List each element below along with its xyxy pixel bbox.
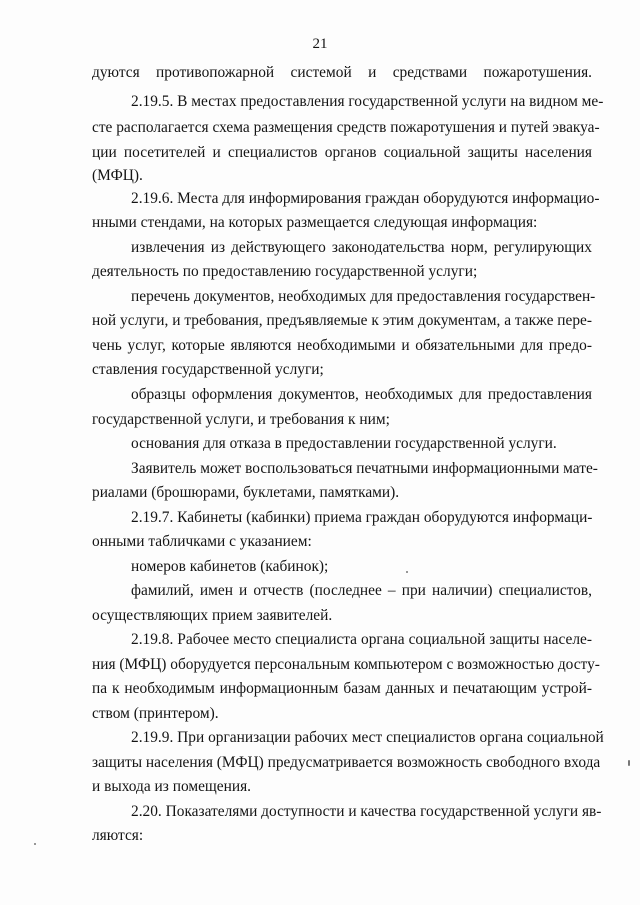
text-line: образцы оформления документов, необходимых для предоставления <box>131 386 592 403</box>
text-line: номеров кабинетов (кабинок); <box>131 558 329 575</box>
text-line: 2.19.6. Места для информирования граждан оборудуются информацио- <box>131 190 600 207</box>
text-line: ставления государственной услуги; <box>92 361 324 378</box>
text-line: 2.20. Показателями доступности и качества государственной услуги яв- <box>131 803 602 820</box>
text-line: ляются: <box>92 827 144 844</box>
text-line: фамилий, имен и отчеств (последнее – при наличии) специалистов, <box>131 582 592 599</box>
text-line: нными стендами, на которых размещается следующая информация: <box>92 214 538 231</box>
text-line: сте располагается схема размещения средств пожаротушения и путей эвакуа- <box>92 119 600 136</box>
scan-speck <box>628 760 630 766</box>
text-line: 2.19.7. Кабинеты (кабинки) приема граждан оборудуются информаци- <box>131 509 593 526</box>
text-line: основания для отказа в предоставлении государственной услуги. <box>131 435 557 452</box>
text-line: осуществляющих прием заявителей. <box>92 607 333 624</box>
text-line: онными табличками с указанием: <box>92 533 312 550</box>
text-line: Заявитель может воспользоваться печатными информационными мате- <box>131 460 598 477</box>
page-number: 21 <box>312 36 328 52</box>
text-line: ния (МФЦ) оборудуется персональным компьютером с возможностью досту- <box>92 656 600 673</box>
text-line: дуются противопожарной системой и средствами пожаротушения. <box>92 64 592 81</box>
text-line: ством (принтером). <box>92 705 219 722</box>
text-line: государственной услуги, и требования к ним; <box>92 411 390 428</box>
text-line: чень услуг, которые являются необходимыми и обязательными для предо- <box>92 337 592 354</box>
text-line: па к необходимым информационным базам данных и печатающим устрой- <box>92 680 592 697</box>
text-line: извлечения из действующего законодательства норм, регулирующих <box>131 239 592 256</box>
text-line: ной услуги, и требования, предъявляемые к этим документам, а также пере- <box>92 312 592 329</box>
text-line: защиты населения (МФЦ) предусматривается возможность свободного входа <box>92 754 601 771</box>
text-line: деятельность по предоставлению государственной услуги; <box>92 263 478 280</box>
text-line: (МФЦ). <box>92 167 143 184</box>
text-line: 2.19.5. В местах предоставления государственной услуги на видном ме- <box>131 93 604 110</box>
text-line: 2.19.9. При организации рабочих мест специалистов органа социальной <box>131 729 604 746</box>
text-line: и выхода из помещения. <box>92 778 252 795</box>
text-line: риалами (брошюрами, буклетами, памятками). <box>92 484 400 501</box>
text-line: ции посетителей и специалистов органов социальной защиты населения <box>92 144 592 161</box>
scan-speck <box>34 843 36 845</box>
text-line: 2.19.8. Рабочее место специалиста органа социальной защиты населе- <box>131 631 592 648</box>
text-line: перечень документов, необходимых для предоставления государствен- <box>131 288 596 305</box>
scan-speck <box>406 571 408 573</box>
